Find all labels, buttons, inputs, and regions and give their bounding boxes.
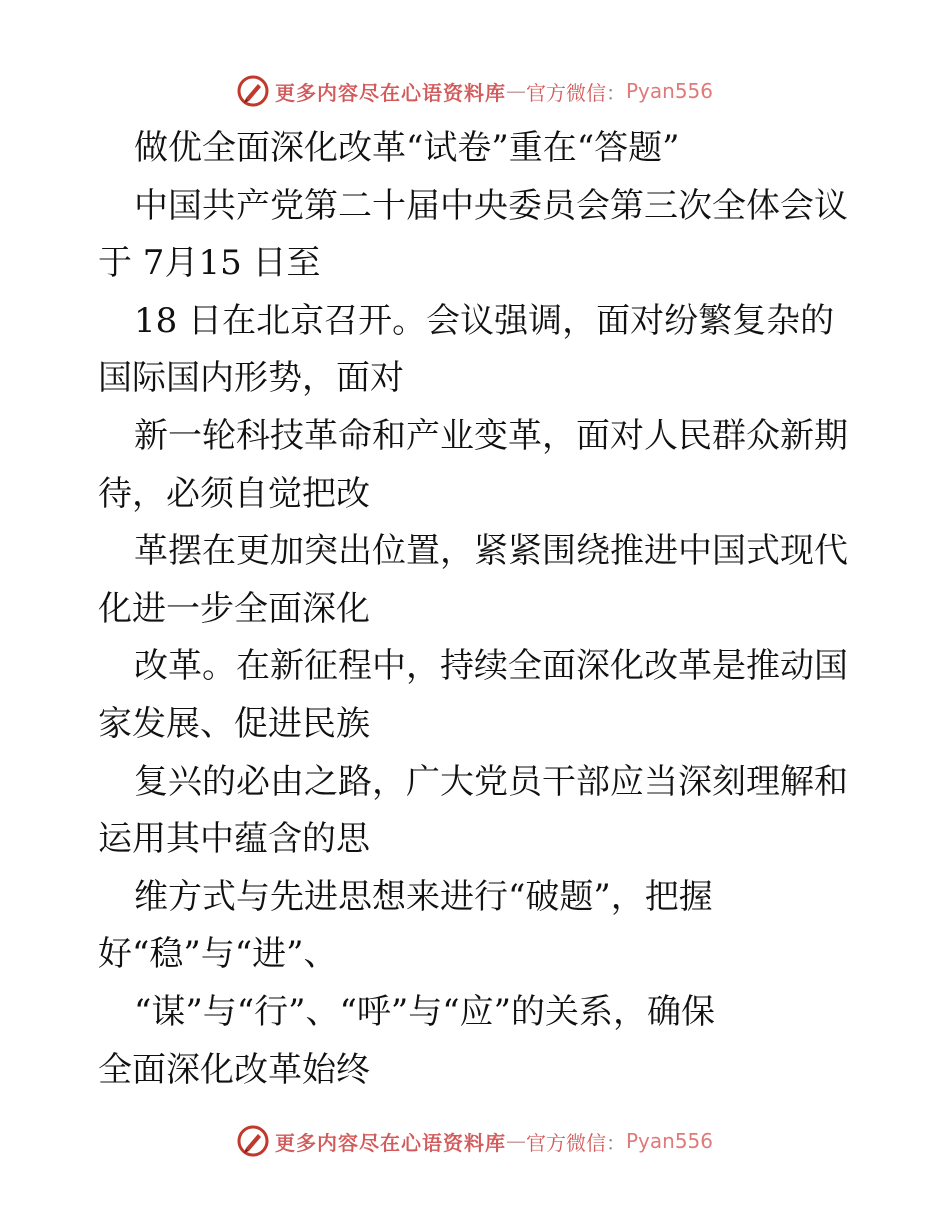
doc-line: 运用其中蕴含的思 xyxy=(98,819,370,860)
pen-logo-icon xyxy=(237,1125,269,1157)
doc-line: 化进一步全面深化 xyxy=(98,588,370,629)
doc-line: 国际国内形势，面对 xyxy=(98,358,404,399)
watermark-handle: Pyan556 xyxy=(625,1129,713,1153)
watermark-handle: Pyan556 xyxy=(625,79,713,103)
watermark-dash: — xyxy=(505,79,526,103)
pen-logo-icon xyxy=(237,75,269,107)
watermark-dash: — xyxy=(505,1129,526,1153)
doc-line: 维方式与先进思想来进行“破题”，把握 xyxy=(134,876,713,917)
doc-line: “谋”与“行”、“呼”与“应”的关系，确保 xyxy=(134,991,716,1032)
doc-line: 全面深化改革始终 xyxy=(98,1049,370,1090)
doc-line: 家发展、促进民族 xyxy=(98,703,370,744)
watermark-text: 更多内容尽在心语资料库 xyxy=(274,1130,506,1155)
header-watermark xyxy=(0,71,950,111)
doc-line: 改革。在新征程中，持续全面深化改革是推动国 xyxy=(134,646,848,687)
doc-line: 新一轮科技革命和产业变革，面对人民群众新期 xyxy=(134,415,848,456)
doc-line: 好“稳”与“进”、 xyxy=(98,934,338,975)
watermark-separator: ： xyxy=(605,80,626,105)
watermark-separator: ： xyxy=(605,1130,626,1155)
doc-line: 待，必须自觉把改 xyxy=(98,473,370,514)
doc-title: 做优全面深化改革“试卷”重在“答题” xyxy=(134,128,680,168)
document-body xyxy=(98,120,858,1099)
doc-line: 中国共产党第二十届中央委员会第三次全体会议 xyxy=(134,185,848,226)
watermark-official: 官方微信 xyxy=(525,1130,606,1155)
watermark-text: 更多内容尽在心语资料库 xyxy=(274,80,506,105)
watermark-official: 官方微信 xyxy=(525,80,606,105)
doc-line: 革摆在更加突出位置，紧紧围绕推进中国式现代 xyxy=(134,531,848,572)
doc-line: 18 日在北京召开。会议强调，面对纷繁复杂的 xyxy=(134,300,835,341)
doc-line: 复兴的必由之路，广大党员干部应当深刻理解和 xyxy=(134,761,848,802)
doc-line: 于 7月15 日至 xyxy=(98,243,321,284)
footer-watermark xyxy=(0,1121,950,1161)
